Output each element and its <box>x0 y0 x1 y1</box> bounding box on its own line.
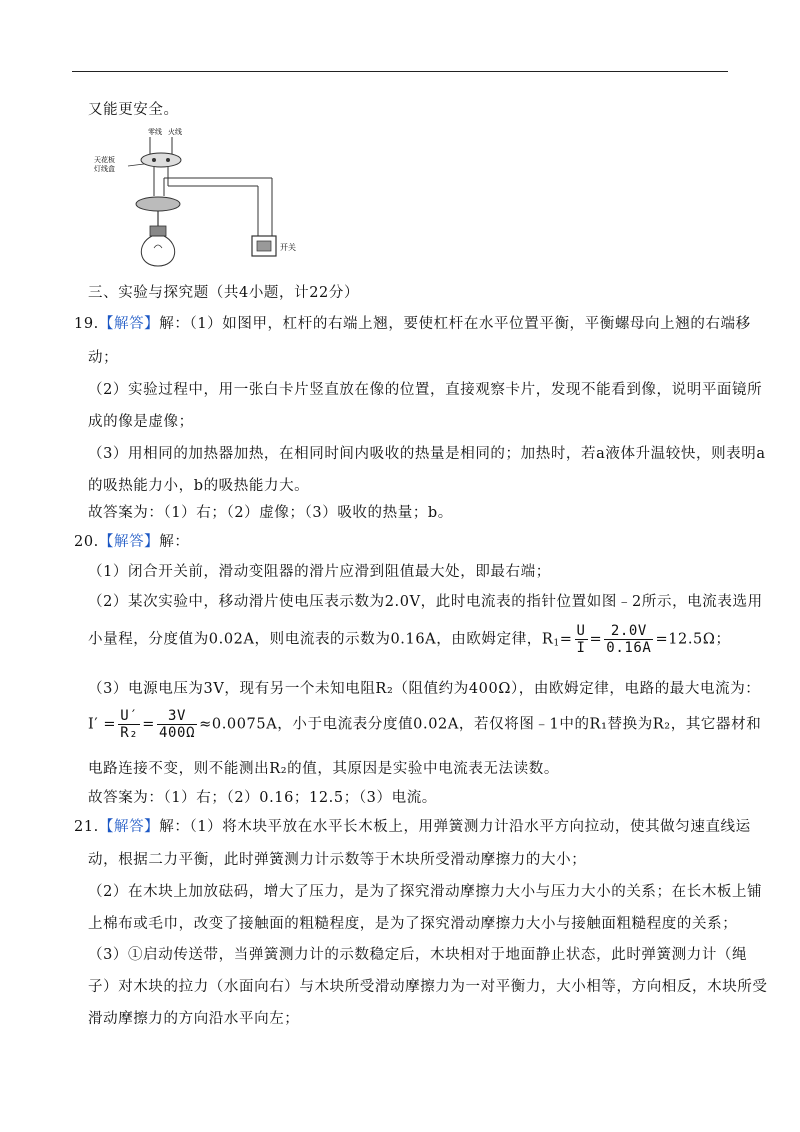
q20-line-4: （3）电源电压为3V，现有另一个未知电阻R₂（阻值约为400Ω），由欧姆定律，电路的最大电流为： <box>88 681 761 697</box>
q20-answer: 故答案为：（1）右；（2）0.16；12.5；（3）电流。 <box>88 790 437 806</box>
fraction-3v-over-400: $\frac{3V}{400\Omega}$ <box>159 708 196 741</box>
fraction-u-over-r2: $\frac{U'}{\text{R₂}}$ <box>120 708 139 741</box>
q19-line-4: 成的像是虚像； <box>88 414 194 430</box>
q20-answer-tag: 【解答】 <box>98 534 160 550</box>
q21-line-3: （2）在木块上加放砝码，增大了压力，是为了探究滑动摩擦力大小与压力大小的关系；在长木板上铺 <box>88 884 763 900</box>
fraction-voltage-over-current: $\frac{2.0V}{0.16A}$ <box>606 623 652 656</box>
live-wire-label: 火线 <box>168 128 182 136</box>
ceiling-label: 天花板 <box>94 156 115 164</box>
q20-number: 20. <box>74 534 99 550</box>
switch-label: 开关 <box>280 243 296 252</box>
section-title: 三、实验与探究题（共4小题，计22分） <box>88 285 360 301</box>
q19-answer-tag: 【解答】 <box>98 316 160 332</box>
q21-line-5: （3）①启动传送带，当弹簧测力计的示数稳定后，木块相对于地面静止状态，此时弹簧测力计（绳 <box>88 947 748 963</box>
q21-line-4: 上棉布或毛巾，改变了接触面的粗糙程度，是为了探究滑动摩擦力大小与接触面粗糙程度的关系； <box>88 916 738 932</box>
fraction-u-over-i: $\frac{U}{I}$ <box>576 623 586 656</box>
header-rule <box>72 71 728 72</box>
q19-number: 19. <box>74 316 99 332</box>
junction-box-label: 灯线盒 <box>94 165 115 173</box>
q21-line-1: 21.【解答】解：（1）将木块平放在水平长木板上，用弹簧测力计沿水平方向拉动，使其做匀速直线运 <box>74 819 751 835</box>
q19-line-5: （3）用相同的加热器加热，在相同时间内吸收的热量是相同的；加热时，若a液体升温较快，则表明a <box>88 446 766 462</box>
q20-line-6: 电路连接不变，则不能测出R₂的值，其原因是实验中电流表无法读数。 <box>88 761 559 777</box>
q20-line-3: 小量程，分度值为0.02A，则电流表的示数为0.16A，由欧姆定律，$R_1=$ $\frac{U}{I}$ = $\frac{2.0V}{0.16A}$ =12.5Ω； <box>88 623 731 656</box>
intro-text: 又能更安全。 <box>88 102 179 118</box>
q20-line-5: I′ = $\frac{U'}{\text{R₂}}$ = $\frac{3V}{400\Omega}$ ≈0.0075A，小于电流表分度值0.02A，若仅将图﹣1中的R₁替换为R₂，其它器材和 <box>88 708 762 741</box>
q20-line-2: （2）某次实验中，移动滑片使电压表示数为2.0V，此时电流表的指针位置如图﹣2所示，电流表选用 <box>88 594 763 610</box>
q19-line-2: 动； <box>88 350 119 366</box>
q19-line-1: 19.【解答】解：（1）如图甲，杠杆的右端上翘，要使杠杆在水平位置平衡，平衡螺母向上翘的右端移 <box>74 316 751 332</box>
wiring-diagram <box>92 124 297 284</box>
q21-answer-tag: 【解答】 <box>98 819 160 835</box>
q21-line-7: 滑动摩擦力的方向沿水平向左； <box>88 1011 300 1027</box>
q20-line-1: （1）闭合开关前，滑动变阻器的滑片应滑到阻值最大处，即最右端； <box>88 564 551 580</box>
q19-line-6: 的吸热能力小，b的吸热能力大。 <box>88 478 310 494</box>
q21-line-6: 子）对木块的拉力（水面向右）与木块所受滑动摩擦力为一对平衡力，大小相等，方向相反，木块所受 <box>88 979 768 995</box>
neutral-wire-label: 零线 <box>148 128 162 136</box>
q21-number: 21. <box>74 819 99 835</box>
q19-answer: 故答案为：（1）右；（2）虚像；（3）吸收的热量；b。 <box>88 505 453 521</box>
q20-line-head: 20.【解答】解： <box>74 534 190 550</box>
q19-line-3: （2）实验过程中，用一张白卡片竖直放在像的位置，直接观察卡片，发现不能看到像，说明平面镜所 <box>88 382 763 398</box>
q21-line-2: 动，根据二力平衡，此时弹簧测力计示数等于木块所受滑动摩擦力的大小； <box>88 852 587 868</box>
